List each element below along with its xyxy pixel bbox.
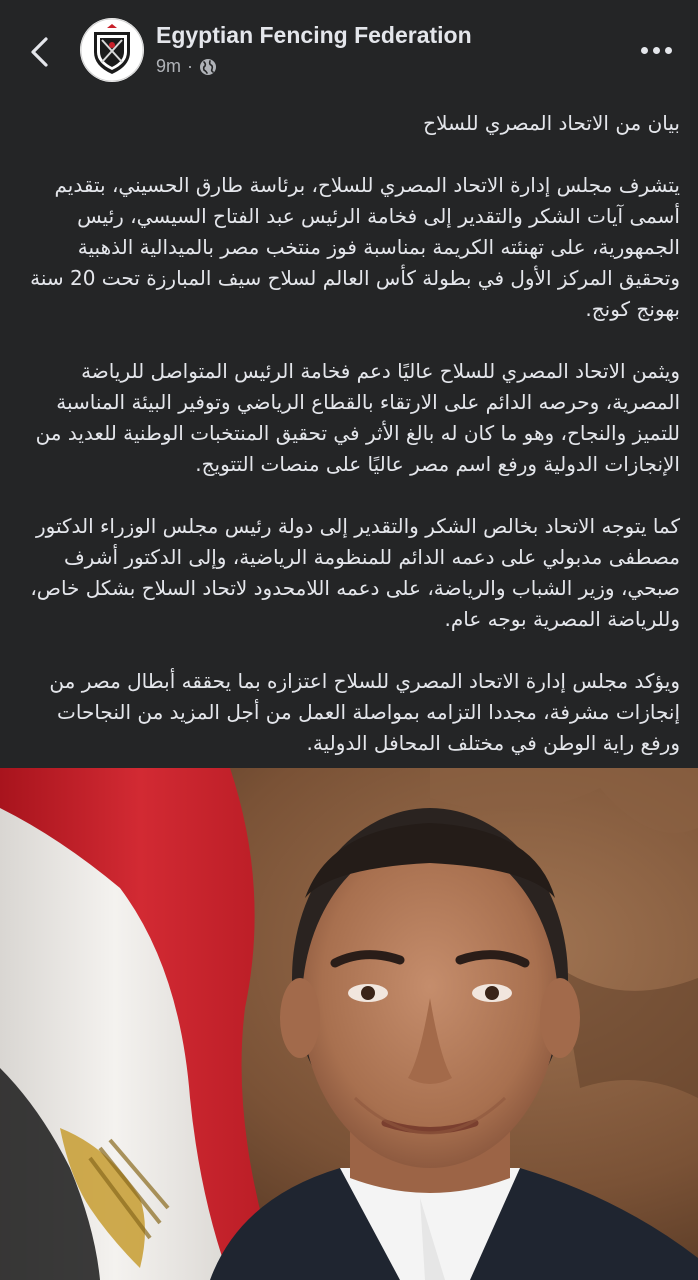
post-paragraph: كما يتوجه الاتحاد بخالص الشكر والتقدير إلى دولة رئيس مجلس الوزراء الدكتور مصطفى مدبولي على دعمه الدائم للمنظومة الرياضية، وإلى الدكتور أشرف صبحي، وزير الشباب والرياضة، على دعمه اللامحدود لاتحاد السلاح بشكل خاص، وللرياضة المصرية بوجه عام.	[30, 514, 680, 631]
post-text	[20, 108, 680, 790]
globe-icon[interactable]	[199, 58, 217, 76]
post-time[interactable]: 9m	[156, 56, 182, 76]
portrait-illustration	[0, 768, 698, 1280]
more-horizontal-icon	[653, 47, 660, 54]
back-button[interactable]	[22, 30, 56, 74]
post-meta	[156, 56, 217, 77]
post-paragraph: يتشرف مجلس إدارة الاتحاد المصري للسلاح، برئاسة طارق الحسيني، بتقديم أسمى آيات الشكر والتقدير إلى فخامة الرئيس عبد الفتاح السيسي، رئيس الجمهورية، على تهنئته الكريمة بمناسبة فوز منتخب مصر بالميدالية الذهبية وتحقيق المركز الأول في بطولة كأس العالم لسلاح سيف المبارزة تحت 20 سنة بهونج كونج.	[30, 173, 680, 321]
post-photo[interactable]	[0, 768, 698, 1280]
post-paragraph: ويؤكد مجلس إدارة الاتحاد المصري للسلاح اعتزازه بما يحققه أبطال مصر من إنجازات مشرفة، مجددا التزامه بمواصلة العمل من أجل المزيد من النجاحات ورفع راية الوطن في مختلف المحافل الدولية.	[49, 669, 680, 755]
more-horizontal-icon	[665, 47, 672, 54]
fencing-federation-logo	[80, 18, 144, 82]
post-title: بيان من الاتحاد المصري للسلاح	[423, 111, 680, 135]
meta-separator: ·	[187, 56, 194, 76]
post-header	[0, 0, 698, 100]
post-paragraph: ويثمن الاتحاد المصري للسلاح عاليًا دعم فخامة الرئيس المتواصل للرياضة المصرية، وحرصه الدائم على الارتقاء بالقطاع الرياضي وتوفير البيئة المناسبة للتميز والنجاح، وهو ما كان له بالغ الأثر في تحقيق المنتخبات الوطنية للعديد من الإنجازات الدولية ورفع اسم مصر عاليًا على منصات التتويج.	[35, 359, 680, 476]
more-options-button[interactable]	[634, 30, 678, 70]
chevron-left-icon	[29, 36, 49, 68]
page-avatar[interactable]	[80, 18, 144, 82]
more-horizontal-icon	[641, 47, 648, 54]
page-name-link[interactable]: Egyptian Fencing Federation	[156, 22, 472, 48]
